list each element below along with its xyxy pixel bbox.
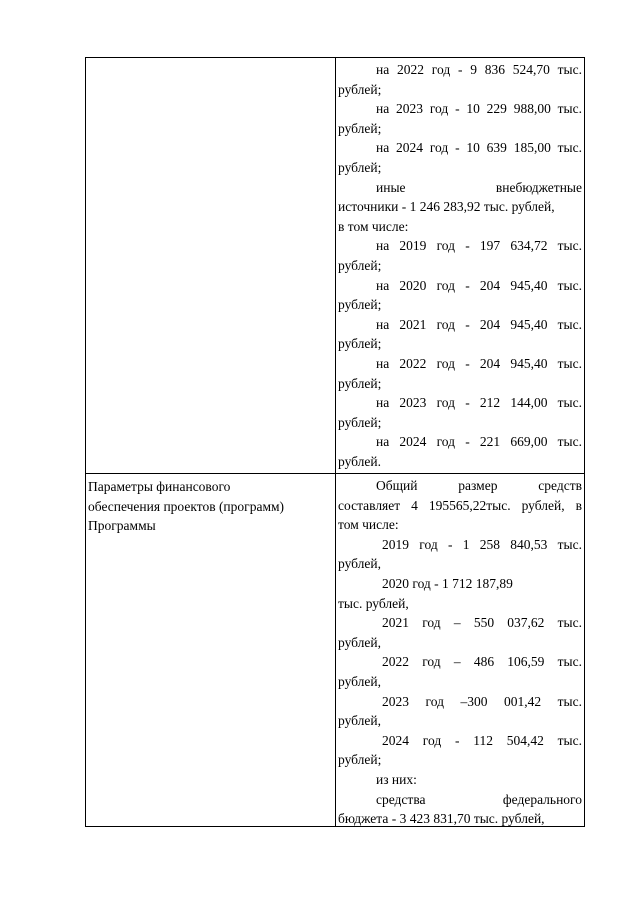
text-line: в том числе: [338, 218, 409, 234]
text-line: бюджета - 3 423 831,70 тыс. рублей, [338, 811, 545, 827]
parameter-label-line: обеспечения проектов (программ) [88, 498, 285, 514]
text-line: рублей. [338, 453, 382, 469]
text-line: составляет 4 195565,22тыс. рублей, в [338, 497, 582, 513]
text-line: рублей, [338, 556, 382, 572]
text-line: 2024 год - 112 504,42 тыс. [382, 732, 582, 748]
text-line: 2020 год - 1 712 187,89 [382, 575, 513, 591]
text-line: рублей, [338, 634, 382, 650]
top-right-cell [338, 60, 582, 471]
parameter-label-line: Параметры финансового [88, 479, 231, 494]
text-line: 2023 год –300 001,42 тыс. [382, 693, 582, 709]
text-line: иные внебюджетные [376, 179, 582, 195]
text-line: на 2022 год - 204 945,40 тыс. [376, 355, 582, 371]
text-line: рублей; [338, 414, 382, 430]
text-line: средства федерального [376, 791, 582, 807]
text-line: 2022 год – 486 106,59 тыс. [382, 654, 582, 670]
text-line: рублей; [338, 81, 382, 97]
text-line: на 2023 год - 212 144,00 тыс. [376, 395, 582, 411]
parameter-label-line: Программы [88, 518, 156, 534]
text-line: Общий размер средств [376, 478, 582, 493]
text-line: том числе: [338, 517, 399, 533]
text-line: на 2021 год - 204 945,40 тыс. [376, 316, 582, 332]
bottom-right-cell [338, 476, 582, 829]
text-line: источники - 1 246 283,92 тыс. рублей, [338, 199, 555, 215]
parameter-label-cell [88, 477, 328, 536]
text-line: на 2022 год - 9 836 524,70 тыс. [376, 62, 582, 77]
text-line: рублей; [338, 257, 382, 273]
text-line: рублей; [338, 375, 382, 391]
finance-table [85, 57, 585, 827]
text-line: рублей; [338, 159, 382, 175]
text-line: из них: [376, 771, 417, 787]
text-line: рублей; [338, 752, 382, 768]
text-line: на 2019 год - 197 634,72 тыс. [376, 238, 582, 254]
text-line: 2019 год - 1 258 840,53 тыс. [382, 536, 582, 552]
text-line: рублей; [338, 120, 382, 136]
text-line: на 2023 год - 10 229 988,00 тыс. [376, 101, 582, 117]
text-line: на 2024 год - 221 669,00 тыс. [376, 434, 582, 450]
text-line: рублей; [338, 297, 382, 313]
text-line: рублей; [338, 336, 382, 352]
column-divider [335, 58, 336, 826]
row-divider [86, 473, 584, 474]
text-line: на 2020 год - 204 945,40 тыс. [376, 277, 582, 293]
text-line: рублей, [338, 713, 382, 729]
text-line: тыс. рублей, [338, 595, 409, 611]
text-line: на 2024 год - 10 639 185,00 тыс. [376, 140, 582, 156]
text-line: рублей, [338, 673, 382, 689]
text-line: 2021 год – 550 037,62 тыс. [382, 615, 582, 631]
